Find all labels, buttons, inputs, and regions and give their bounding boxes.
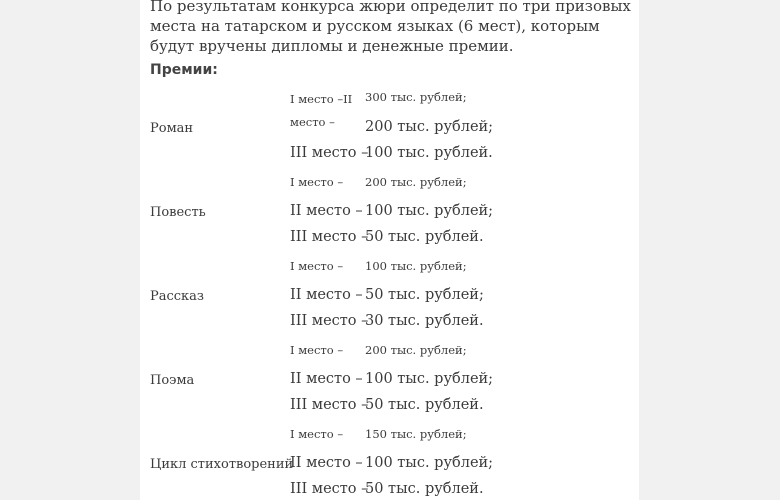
intro-paragraph: По результатам конкурса жюри определит по три призовых места на татарском и русском языках (6 мест), которым будут вручены дипломы и денежные премии.: [150, 0, 631, 55]
place-label: III место –: [290, 397, 369, 413]
prize-amount: 150 тыс. рублей;: [365, 427, 467, 441]
place-label: III место –: [290, 481, 369, 497]
place-label: I место –: [290, 427, 344, 441]
prize-amount: 30 тыс. рублей.: [365, 313, 484, 329]
prize-amount: 50 тыс. рублей.: [365, 481, 484, 497]
prize-amount: 100 тыс. рублей;: [365, 203, 494, 219]
category-label: Поэма: [150, 373, 195, 388]
place-label: II место –: [290, 287, 363, 303]
prize-amount: 300 тыс. рублей;: [365, 90, 467, 104]
place-label: II место –: [290, 203, 363, 219]
prize-amount: 200 тыс. рублей;: [365, 175, 467, 189]
prize-amount: 100 тыс. рублей;: [365, 455, 494, 471]
place-label: I место –: [290, 343, 344, 357]
place-label: I место –II: [290, 92, 353, 106]
article-content: [140, 0, 639, 500]
category-label: Повесть: [150, 205, 206, 220]
prizes-heading: Премии:: [150, 62, 218, 78]
place-label: III место –: [290, 145, 369, 161]
prize-amount: 50 тыс. рублей;: [365, 287, 484, 303]
prize-amount: 200 тыс. рублей;: [365, 119, 494, 135]
prize-amount: 50 тыс. рублей.: [365, 229, 484, 245]
category-label: Рассказ: [150, 289, 205, 304]
prize-amount: 200 тыс. рублей;: [365, 343, 467, 357]
prize-amount: 100 тыс. рублей;: [365, 259, 467, 273]
category-label: Роман: [150, 121, 194, 136]
place-label: место –: [290, 115, 335, 129]
place-label: II место –: [290, 371, 363, 387]
place-label: III место –: [290, 313, 369, 329]
place-label: III место –: [290, 229, 369, 245]
place-label: I место –: [290, 175, 344, 189]
place-label: I место –: [290, 259, 344, 273]
prize-amount: 50 тыс. рублей.: [365, 397, 484, 413]
place-label: II место –: [290, 455, 363, 471]
prize-amount: 100 тыс. рублей.: [365, 145, 493, 161]
category-label: Цикл стихотворений: [150, 457, 294, 472]
prize-amount: 100 тыс. рублей;: [365, 371, 494, 387]
